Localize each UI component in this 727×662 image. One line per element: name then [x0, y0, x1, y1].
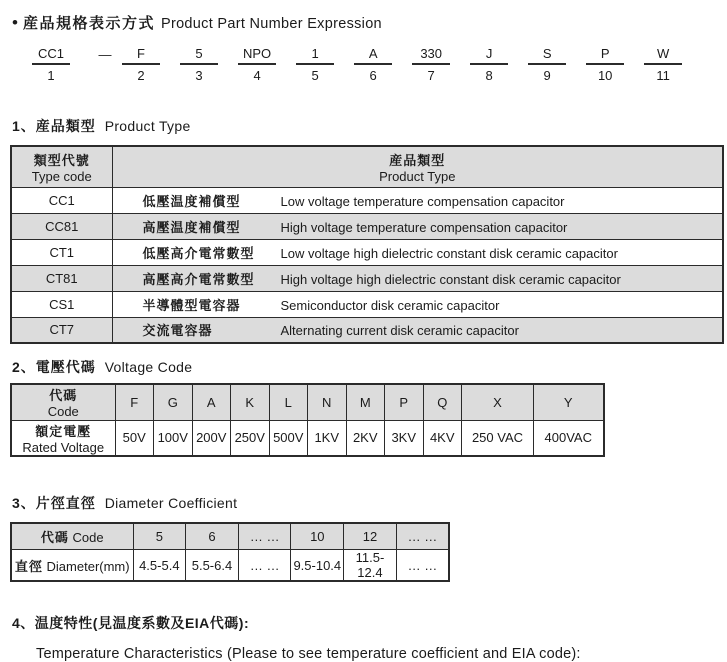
- segment-code: A: [354, 46, 392, 65]
- voltage-code-label: [11, 384, 115, 420]
- voltage-code-cell: M: [346, 384, 385, 420]
- diameter-value-cell: … …: [396, 550, 449, 582]
- voltage-value-cell: 200V: [192, 420, 231, 456]
- diameter-code-label-zh: 代碼: [40, 529, 69, 545]
- voltage-value-cell: 400VAC: [534, 420, 604, 456]
- segment-code: S: [528, 46, 566, 65]
- voltage-code-cell: K: [231, 384, 270, 420]
- voltage-code-cell: F: [115, 384, 154, 420]
- type-desc-en: Alternating current disk ceramic capacitor: [280, 323, 519, 339]
- type-desc-en: Semiconductor disk ceramic capacitor: [280, 297, 500, 313]
- part-number-segment: [238, 46, 276, 83]
- diameter-code-cell: … …: [238, 523, 291, 550]
- diameter-header-row: [11, 523, 449, 550]
- diameter-value-cell: 11.5-12.4: [344, 550, 397, 582]
- table-row: [11, 213, 723, 239]
- product-type-header-en: Product Type: [379, 168, 456, 184]
- type-desc-en: Low voltage high dielectric constant disk ceramic capacitor: [280, 245, 618, 261]
- voltage-value-cell: 4KV: [423, 420, 462, 456]
- section-3-heading-en: Diameter Coefficient: [104, 494, 238, 511]
- segment-position: 4: [253, 68, 261, 83]
- part-number-segment: [528, 46, 566, 83]
- segment-code: 5: [180, 46, 218, 65]
- segment-code: J: [470, 46, 508, 65]
- segment-code: P: [586, 46, 624, 65]
- type-desc-zh: 高壓温度補償型: [142, 219, 241, 235]
- segment-position: 10: [597, 68, 613, 83]
- section-4-heading: 4、温度特性(見温度系數及EIA代碼):: [12, 615, 250, 631]
- voltage-value-cell: 50V: [115, 420, 154, 456]
- type-desc-en: Low voltage temperature compensation capacitor: [280, 193, 565, 209]
- type-code-cell: CT1: [11, 239, 112, 265]
- type-code-cell: CC81: [11, 213, 112, 239]
- segment-position: 1: [47, 68, 55, 83]
- voltage-code-cell: A: [192, 384, 231, 420]
- product-type-header: [112, 146, 723, 187]
- type-code-header-zh: 類型代號: [33, 152, 90, 168]
- rated-voltage-label-en: Rated Voltage: [22, 439, 105, 455]
- voltage-value-cell: 1KV: [308, 420, 347, 456]
- voltage-value-cell: 500V: [269, 420, 308, 456]
- section-2-heading-zh: 2、電壓代碼: [12, 359, 96, 375]
- voltage-value-cell: 250 VAC: [462, 420, 534, 456]
- voltage-code-cell: L: [269, 384, 308, 420]
- segment-code: W: [644, 46, 682, 65]
- section-3-heading-zh: 3、片徑直徑: [12, 494, 96, 511]
- type-desc-en: High voltage high dielectric constant disk ceramic capacitor: [280, 271, 621, 287]
- voltage-value-cell: 250V: [231, 420, 270, 456]
- part-number-expression: [32, 46, 724, 83]
- diameter-label: [11, 550, 133, 582]
- segment-position: 7: [427, 68, 435, 83]
- table-row: [11, 291, 723, 317]
- type-desc-cell: [112, 291, 723, 317]
- diameter-value-cell: … …: [238, 550, 291, 582]
- voltage-code-cell: Q: [423, 384, 462, 420]
- voltage-code-label-en: Code: [47, 404, 79, 420]
- part-number-segment: [586, 46, 624, 83]
- type-desc-cell: [112, 317, 723, 343]
- type-code-cell: CC1: [11, 187, 112, 213]
- type-desc-en: High voltage temperature compensation capacitor: [280, 219, 568, 235]
- type-desc-cell: [112, 213, 723, 239]
- voltage-value-row: [11, 420, 604, 456]
- type-desc-zh: 半導體型電容器: [142, 297, 241, 313]
- section-2-heading-en: Voltage Code: [104, 359, 193, 375]
- diameter-code-label: [11, 523, 133, 550]
- section-4-text-en: Temperature Characteristics (Please to see temperature coefficient and EIA code):: [36, 646, 581, 662]
- diameter-value-cell: 5.5-6.4: [186, 550, 239, 582]
- diameter-label-en: Diameter(mm): [46, 558, 130, 574]
- voltage-code-cell: G: [154, 384, 193, 420]
- type-desc-zh: 高壓高介電常數型: [142, 271, 255, 287]
- page-title-en: Product Part Number Expression: [160, 16, 382, 32]
- product-type-table: [10, 145, 724, 344]
- page-title: [12, 12, 724, 33]
- voltage-code-cell: X: [462, 384, 534, 420]
- segment-position: 6: [369, 68, 377, 83]
- dash-separator: —: [98, 47, 112, 62]
- diameter-code-cell: … …: [396, 523, 449, 550]
- segment-position: 3: [195, 68, 203, 83]
- voltage-value-cell: 2KV: [346, 420, 385, 456]
- voltage-code-cell: P: [385, 384, 424, 420]
- voltage-header-row: [11, 384, 604, 420]
- segment-code: CC1: [32, 46, 70, 65]
- part-number-segment: [354, 46, 392, 83]
- diameter-code-label-en: Code: [72, 529, 104, 545]
- diameter-code-cell: 10: [291, 523, 344, 550]
- segment-position: 9: [543, 68, 551, 83]
- voltage-code-cell: Y: [534, 384, 604, 420]
- type-desc-zh: 交流電容器: [142, 323, 213, 339]
- type-code-cell: CT81: [11, 265, 112, 291]
- diameter-value-cell: 4.5-5.4: [133, 550, 186, 582]
- page-title-zh: 産品規格表示方式: [22, 15, 155, 32]
- segment-position: 8: [485, 68, 493, 83]
- type-desc-zh: 低壓高介電常數型: [142, 245, 255, 261]
- voltage-code-cell: N: [308, 384, 347, 420]
- part-number-segment: [412, 46, 450, 83]
- section-1-heading-zh: 1、産品類型: [12, 118, 96, 134]
- bullet-icon: •: [12, 13, 18, 32]
- part-number-segment: [644, 46, 682, 83]
- part-number-segment: [470, 46, 508, 83]
- product-type-header-zh: 産品類型: [389, 152, 446, 168]
- diameter-code-cell: 6: [186, 523, 239, 550]
- segment-position: 5: [311, 68, 319, 83]
- segment-code: 1: [296, 46, 334, 65]
- part-number-segment: [180, 46, 218, 83]
- table-row: [11, 317, 723, 343]
- type-code-cell: CS1: [11, 291, 112, 317]
- diameter-label-zh: 直徑: [14, 558, 43, 574]
- section-1-heading-en: Product Type: [104, 118, 191, 134]
- type-desc-cell: [112, 187, 723, 213]
- table-row: [11, 187, 723, 213]
- table-row: [11, 239, 723, 265]
- diameter-value-cell: 9.5-10.4: [291, 550, 344, 582]
- type-code-cell: CT7: [11, 317, 112, 343]
- voltage-value-cell: 3KV: [385, 420, 424, 456]
- diameter-code-cell: 5: [133, 523, 186, 550]
- type-code-header-en: Type code: [31, 168, 92, 184]
- diameter-table: [10, 522, 450, 583]
- diameter-code-cell: 12: [344, 523, 397, 550]
- part-number-segment: [296, 46, 334, 83]
- segment-position: 2: [137, 68, 145, 83]
- segment-code: NPO: [238, 46, 276, 65]
- voltage-code-table: [10, 383, 605, 457]
- segment-code: 330: [412, 46, 450, 65]
- section-1-heading: [12, 116, 724, 136]
- rated-voltage-label-zh: 額定電壓: [35, 423, 92, 439]
- segment-code: F: [122, 46, 160, 65]
- part-number-segment: [32, 46, 70, 83]
- segment-position: 11: [656, 68, 670, 83]
- rated-voltage-label: [11, 420, 115, 456]
- type-desc-cell: [112, 239, 723, 265]
- type-code-header: [11, 146, 112, 187]
- voltage-value-cell: 100V: [154, 420, 193, 456]
- table-row: [11, 265, 723, 291]
- voltage-code-label-zh: 代碼: [49, 388, 78, 404]
- part-number-segment: [122, 46, 160, 83]
- type-desc-cell: [112, 265, 723, 291]
- table-header-row: [11, 146, 723, 187]
- section-2-heading: [12, 357, 724, 377]
- section-3-heading: [12, 493, 724, 513]
- type-desc-zh: 低壓温度補償型: [142, 193, 241, 209]
- diameter-value-row: [11, 550, 449, 582]
